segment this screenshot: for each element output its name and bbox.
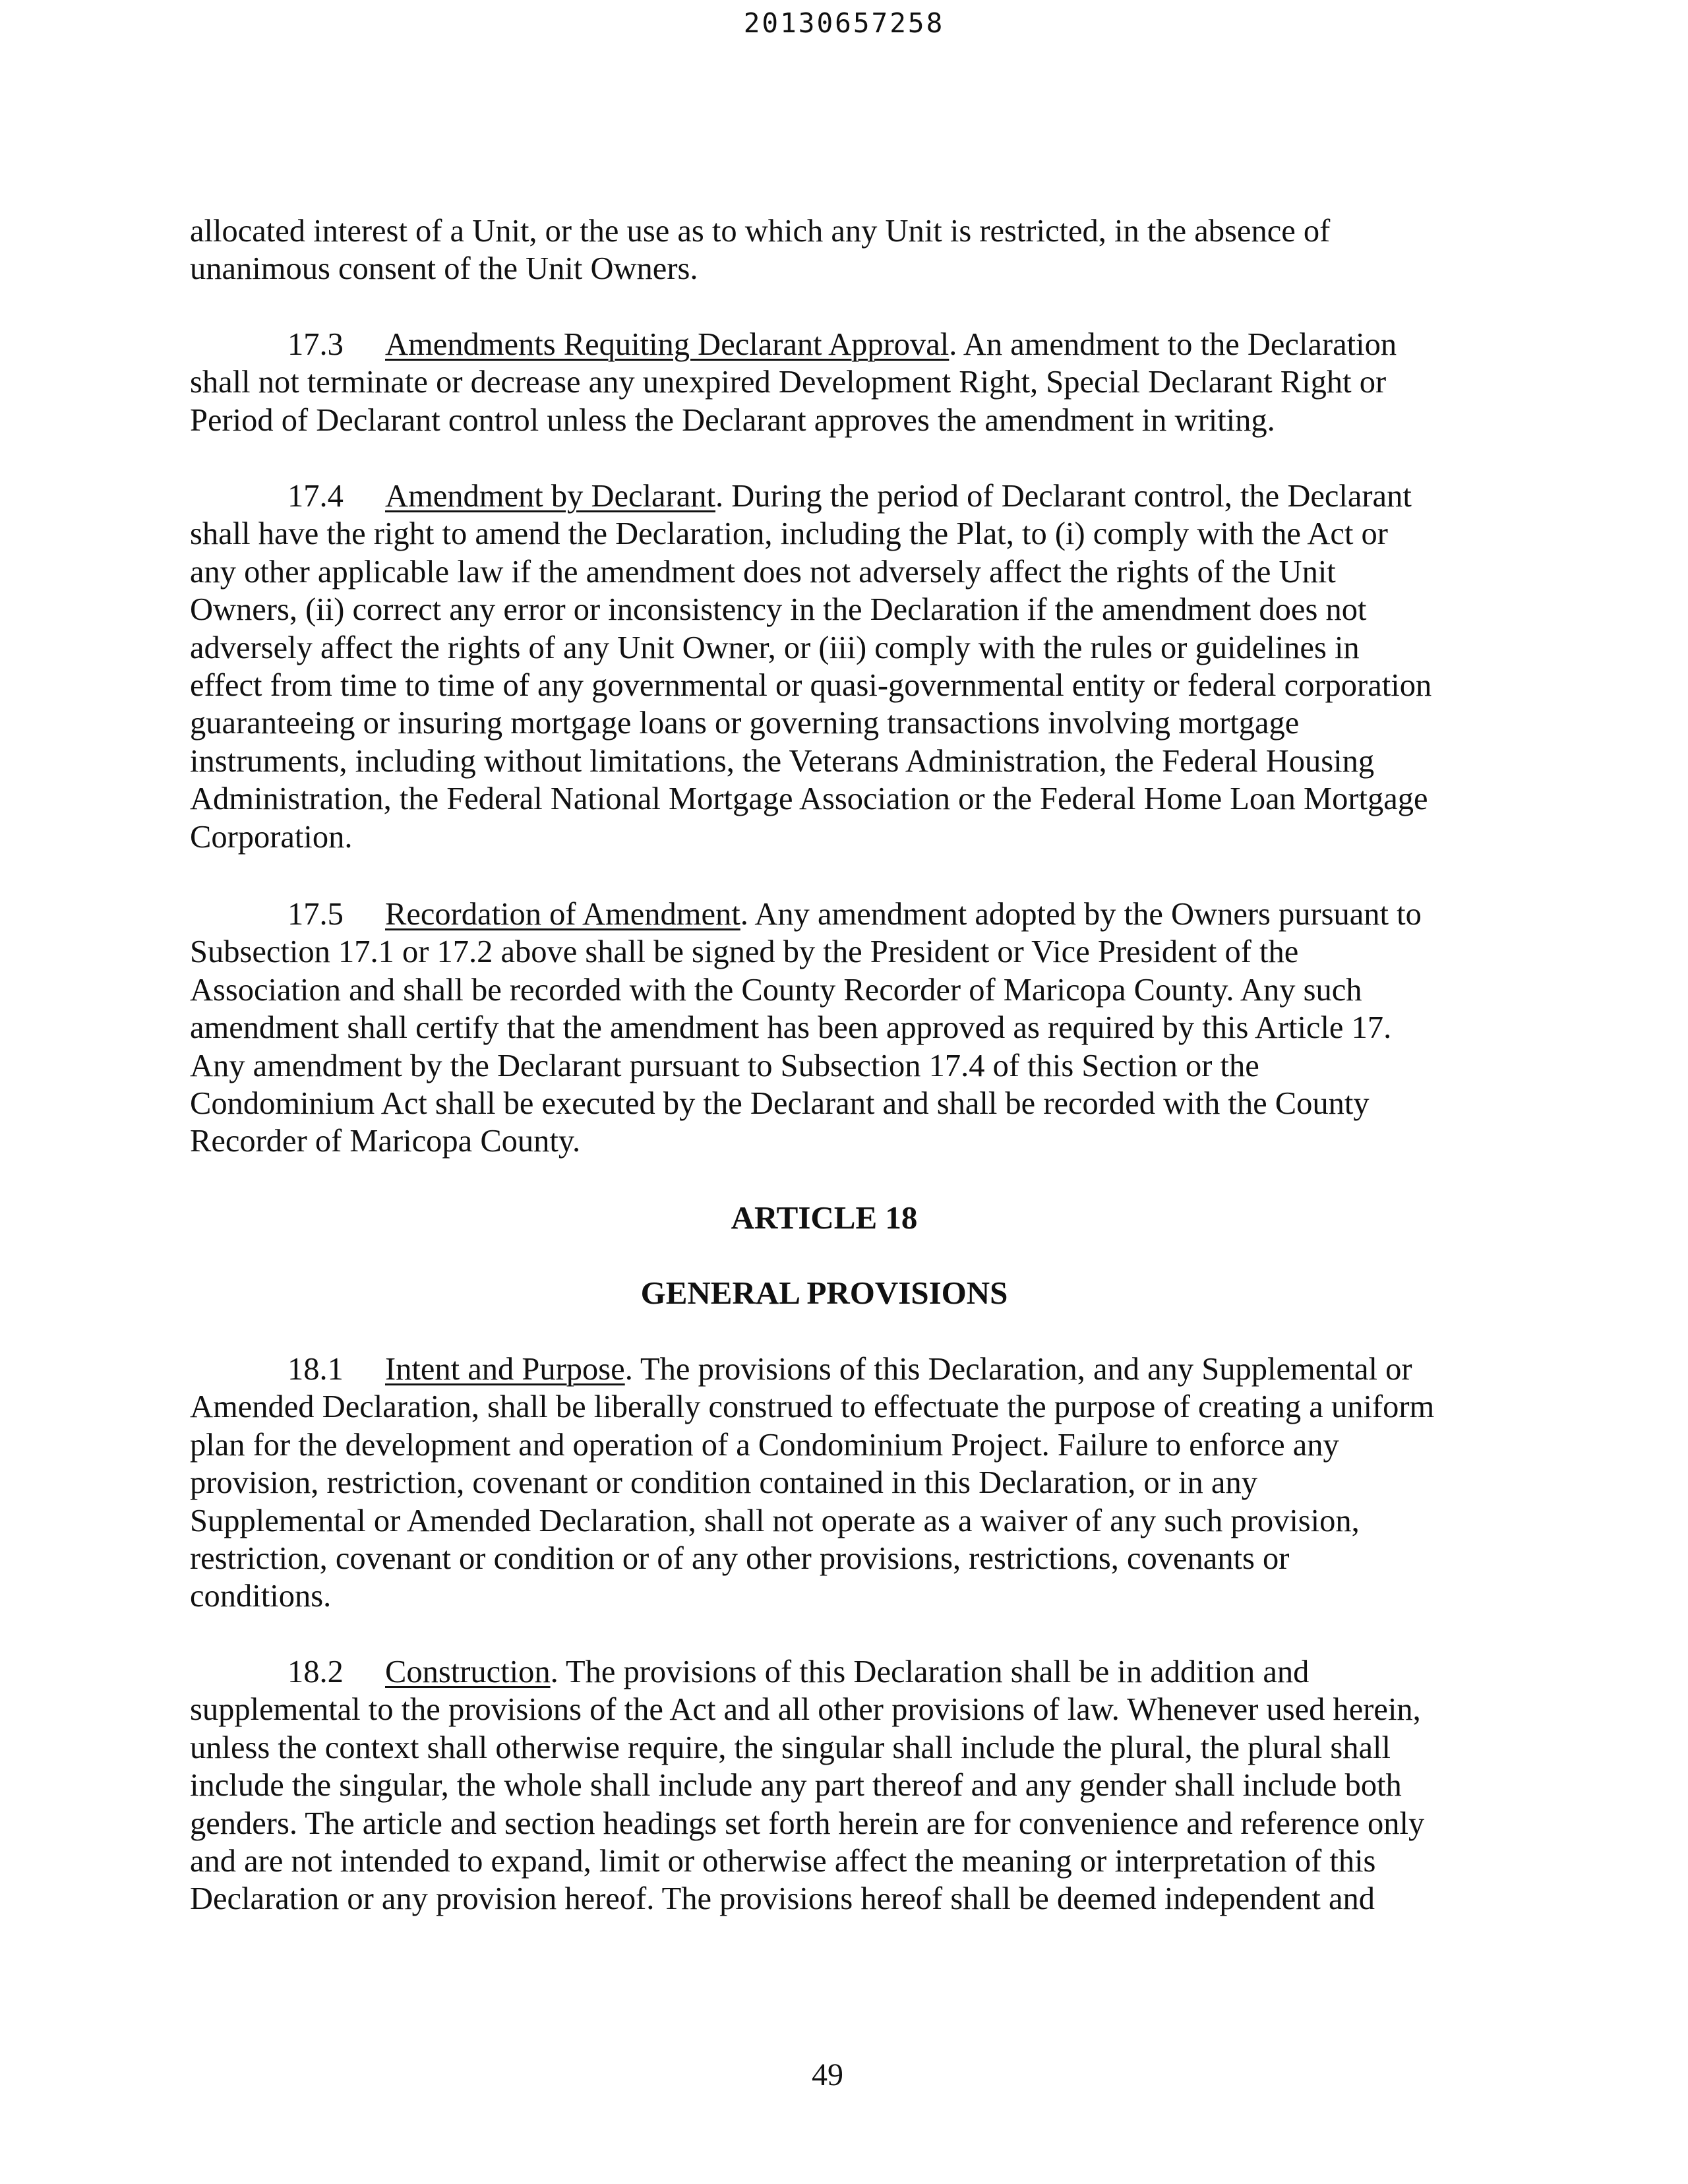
- article-subheading: GENERAL PROVISIONS: [640, 1275, 1008, 1311]
- text-line: amendment shall certify that the amendment has been approved as required by this Article 17.: [190, 1010, 1392, 1046]
- text-line: Supplemental or Amended Declaration, shall not operate as a waiver of any such provision,: [190, 1503, 1360, 1538]
- text-line: genders. The article and section headings set forth herein are for convenience and reference only: [190, 1805, 1425, 1841]
- text-line: Owners, (ii) correct any error or inconsistency in the Declaration if the amendment does not: [190, 592, 1367, 628]
- section-title: Construction: [385, 1654, 551, 1689]
- section-title: Amendment by Declarant: [385, 479, 715, 514]
- text-line: guaranteeing or insuring mortgage loans or governing transactions involving mortgage: [190, 706, 1300, 741]
- text-line: . The provisions of this Declaration shall be in addition and: [550, 1654, 1310, 1689]
- section-number: 18.2: [287, 1654, 344, 1689]
- document-number: 20130657258: [743, 7, 945, 39]
- text-line: Amended Declaration, shall be liberally construed to effectuate the purpose of creating a uniform: [190, 1389, 1435, 1425]
- text-line: effect from time to time of any governmental or quasi-governmental entity or federal corporation: [190, 668, 1432, 704]
- text-line: Corporation.: [190, 819, 353, 855]
- text-line: any other applicable law if the amendment does not adversely affect the rights of the Unit: [190, 554, 1336, 590]
- text-line: and are not intended to expand, limit or otherwise affect the meaning or interpretation of this: [190, 1844, 1376, 1879]
- text-line: instruments, including without limitations, the Veterans Administration, the Federal Housing: [190, 743, 1375, 779]
- text-line: Administration, the Federal National Mortgage Association or the Federal Home Loan Mortgage: [190, 781, 1428, 817]
- page-number: 49: [812, 2057, 843, 2092]
- text-line: restriction, covenant or condition or of any other provisions, restrictions, covenants or: [190, 1541, 1290, 1577]
- text-line: . Any amendment adopted by the Owners pursuant to: [740, 897, 1422, 932]
- section-17-3: [190, 326, 1492, 439]
- section-title: Intent and Purpose: [385, 1352, 625, 1387]
- text-line: include the singular, the whole shall include any part thereof and any gender shall include both: [190, 1768, 1402, 1804]
- text-line: allocated interest of a Unit, or the use as to which any Unit is restricted, in the absence of: [190, 214, 1331, 249]
- text-line: . The provisions of this Declaration, and any Supplemental or: [624, 1352, 1412, 1387]
- text-line: provision, restriction, covenant or condition contained in this Declaration, or in any: [190, 1465, 1257, 1501]
- text-line: . An amendment to the Declaration: [949, 327, 1397, 362]
- text-line: . During the period of Declarant control, the Declarant: [715, 479, 1412, 514]
- text-line: Any amendment by the Declarant pursuant to Subsection 17.4 of this Section or the: [190, 1048, 1259, 1083]
- text-line: supplemental to the provisions of the Act and all other provisions of law. Whenever used herein,: [190, 1692, 1421, 1728]
- text-line: Period of Declarant control unless the Declarant approves the amendment in writing.: [190, 402, 1275, 438]
- section-17-4: [190, 477, 1492, 856]
- section-number: 17.5: [287, 897, 344, 932]
- section-number: 17.4: [287, 479, 344, 514]
- text-line: shall have the right to amend the Declaration, including the Plat, to (i) comply with the Act or: [190, 516, 1388, 552]
- text-line: Association and shall be recorded with the County Recorder of Maricopa County. Any such: [190, 972, 1362, 1008]
- text-line: unless the context shall otherwise require, the singular shall include the plural, the plural shall: [190, 1730, 1391, 1765]
- text-line: plan for the development and operation of a Condominium Project. Failure to enforce any: [190, 1427, 1339, 1463]
- section-number: 17.3: [287, 327, 344, 362]
- continuation-paragraph: [190, 212, 1492, 288]
- text-line: unanimous consent of the Unit Owners.: [190, 251, 698, 287]
- text-line: Recorder of Maricopa County.: [190, 1124, 581, 1159]
- section-title: Recordation of Amendment: [385, 897, 740, 932]
- section-title: Amendments Requiting Declarant Approval: [385, 327, 950, 362]
- text-line: adversely affect the rights of any Unit Owner, or (iii) comply with the rules or guidelines in: [190, 630, 1360, 665]
- section-18-1: [190, 1350, 1492, 1616]
- text-line: Condominium Act shall be executed by the Declarant and shall be recorded with the County: [190, 1086, 1370, 1122]
- section-17-5: [190, 895, 1492, 1161]
- text-line: Subsection 17.1 or 17.2 above shall be signed by the President or Vice President of the: [190, 934, 1299, 970]
- text-line: Declaration or any provision hereof. The provisions hereof shall be deemed independent and: [190, 1881, 1375, 1917]
- section-number: 18.1: [287, 1352, 344, 1387]
- article-heading: ARTICLE 18: [731, 1199, 918, 1236]
- section-18-2: [190, 1653, 1492, 1918]
- text-line: conditions.: [190, 1579, 332, 1614]
- text-line: shall not terminate or decrease any unexpired Development Right, Special Declarant Right or: [190, 365, 1387, 400]
